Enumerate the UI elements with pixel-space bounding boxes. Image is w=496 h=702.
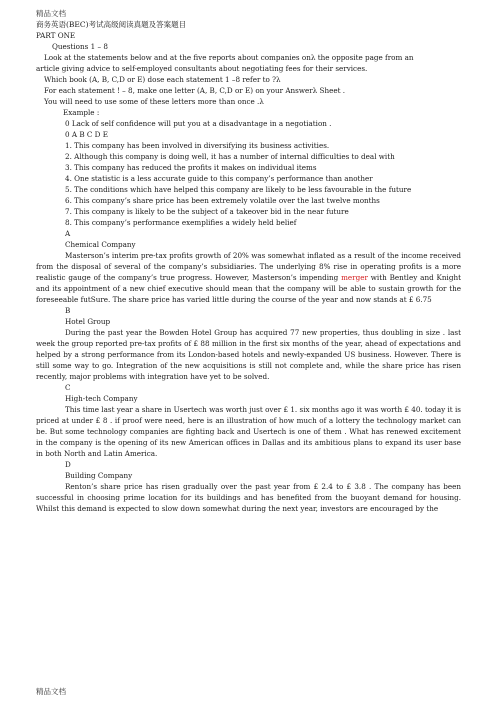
statement: 2. Although this company is doing well, it has a number of internal difficulties to deal with	[65, 152, 395, 161]
section-paragraph: During the past year the Bowden Hotel Group has acquired 77 new properties, thus doubling in size . last week the group reported pre-tax profits of £ 88 million in the first six months of the year, ahead of expectations and helped by a strong performance from its London-based hotels and newly-expanded US business. However. There is still some way to go. Integration of the new acquisitions is still not complete and, while the share price has risen recently, major problems with integration have yet to be solved.	[36, 328, 461, 381]
instruction-line: For each statement ! – 8, make one letter (A, B, C,D or E) on your Answerλ Sheet .	[44, 86, 346, 95]
example-options: 0 A B C D E	[65, 130, 108, 139]
section-letter: C	[65, 383, 71, 392]
statement: 3. This company has reduced the profits it makes on individual items	[65, 163, 317, 172]
section-letter: B	[65, 306, 71, 315]
instruction-line: Which book (A, B, C,D or E) dose each statement 1 –8 refer to ?λ	[44, 75, 281, 84]
questions-heading: Questions 1 – 8	[52, 42, 108, 51]
instruction-line: You will need to use some of these letters more than once .λ	[44, 97, 264, 106]
paragraph-text: with Bentley and Knight and its appointment of a new chief executive should mean that the company will be able to sustain growth for the foreseeable futSure. The share price has varied little during the course of the year and now stands at £ 6.75	[36, 273, 461, 304]
statement: 1. This company has been involved in diversifying its business activities.	[65, 141, 330, 150]
section-paragraph: This time last year a share in Usertech was worth just over £ 1. six months ago it was worth £ 40. today it is priced at under £ 8 . if proof were need, here is an illustration of how much of a lottery the technology market can be. But some technology companies are fighting back and Usertech is one of them . What has renewed excitement in the company is the opening of its new American offices in Dallas and its ambitious plans to expand its user base in both North and Latin America.	[36, 405, 461, 458]
highlighted-word: merger	[341, 273, 368, 282]
section-title: Hotel Group	[65, 317, 111, 326]
section-letter: D	[65, 460, 71, 469]
section-title: Building Company	[65, 471, 133, 480]
paragraph-text: Masterson’s interim pre-tax profits growth of 20% was somewhat inflated as a result of the income received from the disposal of several of the company’s subsidiaries. The underlying 8% rise in operating profits is a more realistic gauge of the company’s true progress. However, Masterson’s impending	[36, 251, 461, 282]
section-paragraph	[36, 250, 461, 305]
statement: 7. This company is likely to be the subject of a takeover bid in the near future	[65, 207, 349, 216]
section-letter: A	[65, 229, 71, 238]
statement: 5. The conditions which have helped this company are likely to be less favourable in the future	[65, 185, 412, 194]
instruction-line: Look at the statements below and at the five reports about companies onλ the opposite page from an	[44, 53, 414, 62]
instruction-line: article giving advice to self-employed consultants about negotiating fees for their services.	[36, 64, 368, 73]
section-title: Chemical Company	[65, 240, 136, 249]
document-body	[36, 19, 461, 514]
statement: 8. This company’s performance exemplifies a widely held belief	[65, 218, 297, 227]
page-header: 精品文档	[36, 9, 66, 18]
section-title: High-tech Company	[65, 394, 138, 403]
page-footer: 精品文档	[36, 687, 66, 696]
statement: 4. One statistic is a less accurate guide to this company’s performance than another	[65, 174, 373, 183]
example-statement: 0 Lack of self confidence will put you at a disadvantage in a negotiation .	[65, 119, 332, 128]
statement: 6. This company’s share price has been extremely volatile over the last twelve months	[65, 196, 380, 205]
part-heading: PART ONE	[36, 31, 76, 40]
section-paragraph: Renton’s share price has risen gradually over the past year from £ 2.4 to £ 3.8 . The company has been successful in choosing prime location for its buildings and has benefited from the buoyant demand for housing. Whilst this demand is expected to slow down somewhat during the next year, investors are encouraged by the	[36, 482, 461, 513]
example-label: Example :	[63, 108, 100, 117]
document-title: 商务英语(BEC)考试高级阅读真题及答案题目	[36, 20, 187, 29]
